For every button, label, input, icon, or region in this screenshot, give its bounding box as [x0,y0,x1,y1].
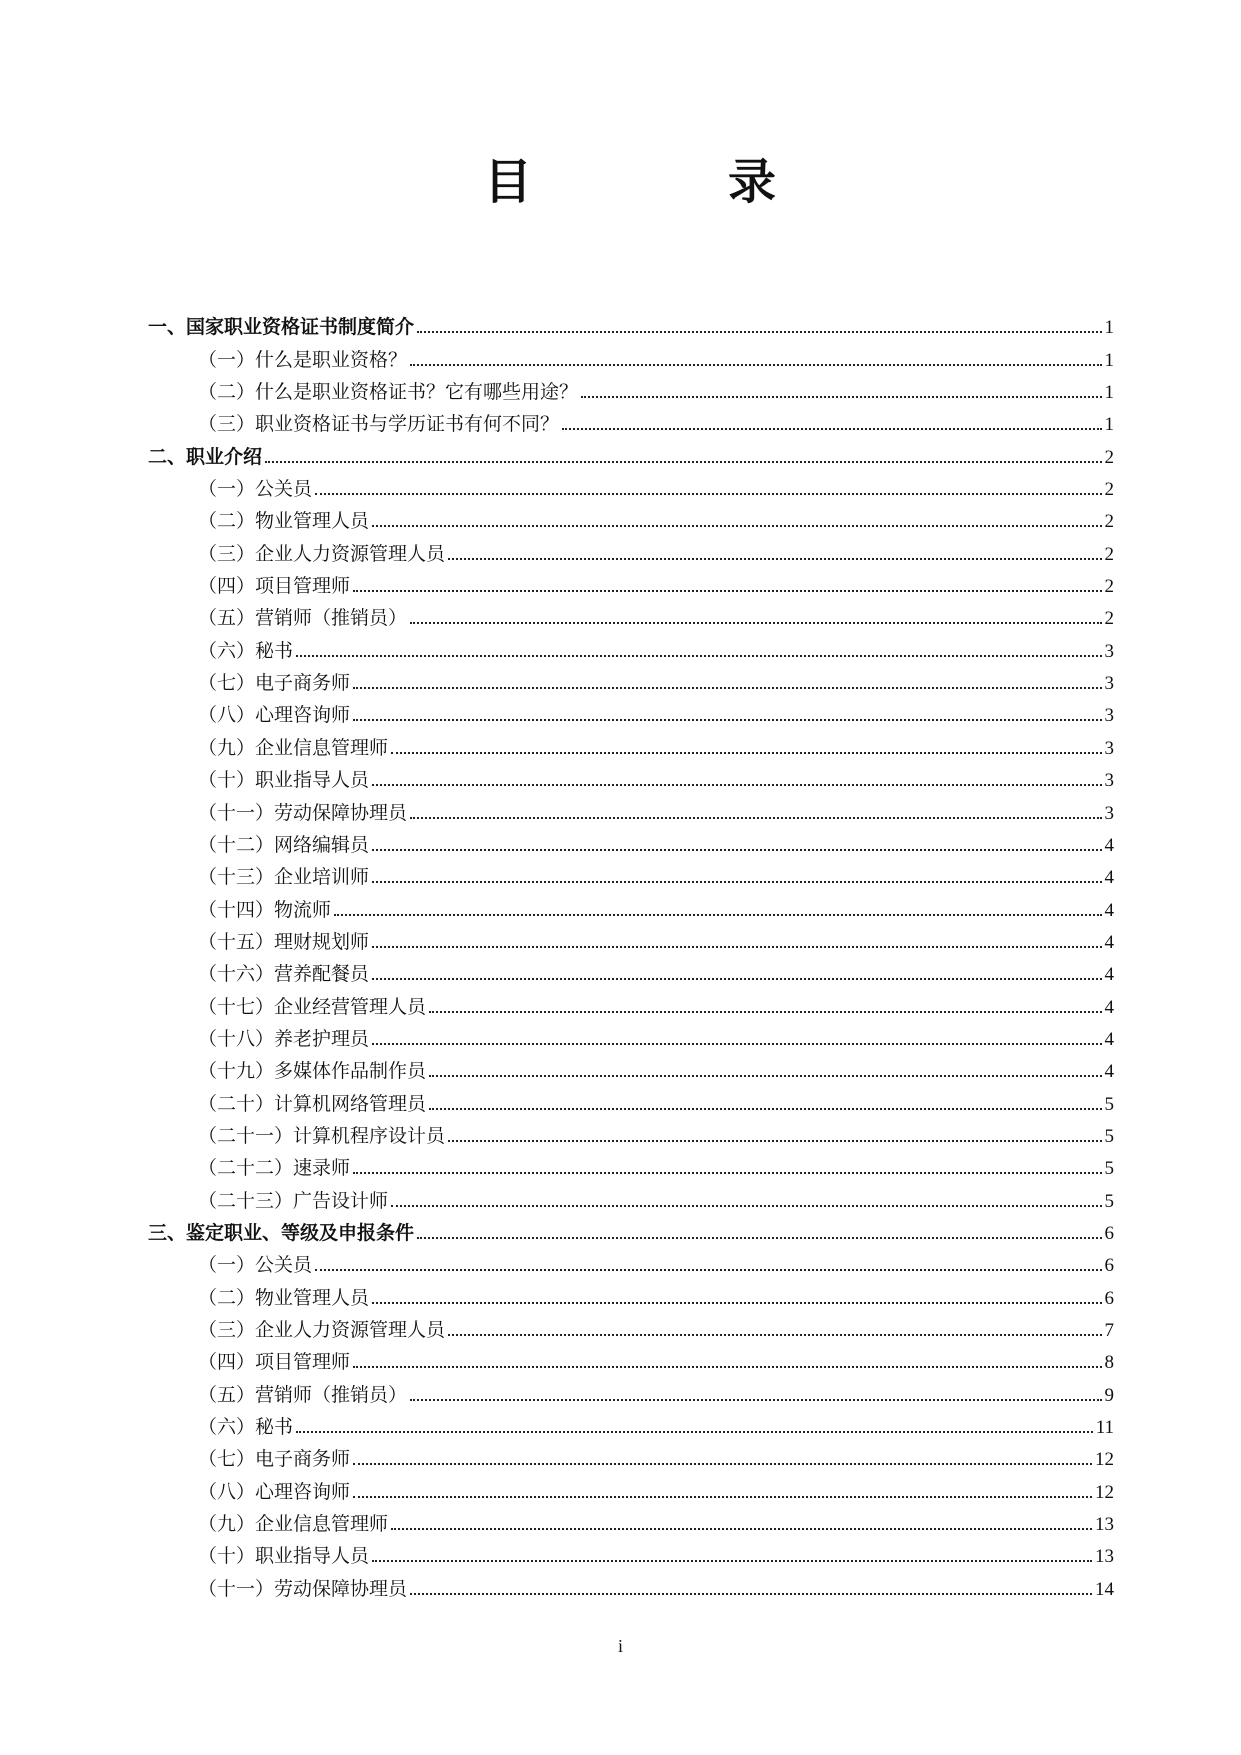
toc-entry-page-number: 1 [1104,414,1114,436]
toc-dot-leader [417,1237,1101,1239]
toc-entry-page-number: 3 [1104,640,1114,662]
toc-subsection-entry[interactable] [148,1473,1114,1505]
toc-entry-label: （二）什么是职业资格证书？它有哪些用途？ [198,381,579,404]
toc-subsection-entry[interactable] [148,859,1114,891]
toc-entry-page-number: 4 [1104,1028,1114,1050]
page-number: i [617,1636,623,1656]
toc-dot-leader [581,396,1101,398]
toc-entry-label: 二、职业介绍 [148,445,263,468]
toc-subsection-entry[interactable] [148,697,1114,729]
toc-entry-page-number: 4 [1104,1061,1114,1083]
toc-dot-leader [391,752,1101,754]
page-title [0,150,1241,220]
toc-entry-page-number: 4 [1104,964,1114,986]
toc-entry-page-number: 2 [1104,479,1114,501]
toc-dot-leader [334,914,1101,916]
toc-entry-label: （五）营销师（推销员） [198,1383,408,1406]
toc-subsection-entry[interactable] [148,1021,1114,1053]
toc-entry-label: （二十）计算机网络管理员 [198,1092,427,1115]
toc-entry-page-number: 5 [1104,1093,1114,1115]
toc-dot-leader [410,1593,1092,1595]
toc-entry-label: （三）企业人力资源管理人员 [198,542,446,565]
toc-dot-leader [353,687,1101,689]
toc-entry-label: （二十二）速录师 [198,1157,351,1180]
toc-entry-label: （十一）劳动保障协理员 [198,801,408,824]
toc-subsection-entry[interactable] [148,600,1114,632]
toc-dot-leader [372,978,1101,980]
toc-subsection-entry[interactable] [148,1344,1114,1376]
toc-subsection-entry[interactable] [148,1538,1114,1570]
toc-entry-page-number: 4 [1104,834,1114,856]
toc-subsection-entry[interactable] [148,1570,1114,1602]
toc-entry-page-number: 3 [1104,802,1114,824]
toc-entry-page-number: 4 [1104,867,1114,889]
toc-section-entry[interactable] [148,1215,1114,1247]
toc-entry-page-number: 2 [1104,576,1114,598]
toc-entry-label: （十四）物流师 [198,898,332,921]
toc-entry-page-number: 4 [1104,899,1114,921]
title-char-2: 录 [728,154,777,210]
toc-subsection-entry[interactable] [148,762,1114,794]
toc-entry-page-number: 9 [1104,1384,1114,1406]
toc-subsection-entry[interactable] [148,891,1114,923]
title-char-1: 目 [484,154,533,210]
toc-dot-leader [391,1528,1092,1530]
toc-entry-label: （十二）网络编辑员 [198,833,370,856]
toc-entry-label: （五）营销师（推销员） [198,607,408,630]
toc-entry-page-number: 6 [1104,1287,1114,1309]
toc-entry-label: 三、鉴定职业、等级及申报条件 [148,1221,415,1244]
toc-entry-page-number: 6 [1104,1222,1114,1244]
toc-subsection-entry[interactable] [148,924,1114,956]
toc-entry-label: （八）心理咨询师 [198,1480,351,1503]
toc-subsection-entry[interactable] [148,374,1114,406]
toc-entry-label: （十一）劳动保障协理员 [198,1577,408,1600]
toc-subsection-entry[interactable] [148,471,1114,503]
toc-entry-label: （三）职业资格证书与学历证书有何不同？ [198,413,560,436]
toc-entry-page-number: 12 [1095,1481,1114,1503]
toc-entry-label: （六）秘书 [198,639,294,662]
toc-entry-label: （四）项目管理师 [198,1351,351,1374]
toc-dot-leader [353,1366,1101,1368]
toc-dot-leader [410,817,1101,819]
toc-dot-leader [417,331,1101,333]
toc-entry-page-number: 2 [1104,608,1114,630]
toc-entry-label: 一、国家职业资格证书制度简介 [148,316,415,339]
toc-section-entry[interactable] [148,309,1114,341]
toc-subsection-entry[interactable] [148,1118,1114,1150]
toc-entry-page-number: 4 [1104,931,1114,953]
toc-dot-leader [410,364,1101,366]
toc-dot-leader [296,655,1101,657]
toc-dot-leader [562,428,1101,430]
toc-entry-page-number: 4 [1104,996,1114,1018]
toc-entry-page-number: 5 [1104,1125,1114,1147]
toc-dot-leader [296,1431,1093,1433]
toc-entry-label: （二）物业管理人员 [198,510,370,533]
toc-entry-page-number: 8 [1104,1352,1114,1374]
toc-entry-label: （三）企业人力资源管理人员 [198,1319,446,1341]
toc-entry-page-number: 12 [1095,1449,1114,1471]
toc-entry-label: （二）物业管理人员 [198,1286,370,1309]
toc-dot-leader [410,1399,1101,1401]
toc-entry-page-number: 2 [1104,511,1114,533]
toc-entry-label: （二十三）广告设计师 [198,1189,389,1212]
toc-dot-leader [353,1463,1092,1465]
toc-entry-page-number: 2 [1104,446,1114,468]
toc-entry-label: （十九）多媒体作品制作员 [198,1060,427,1083]
toc-subsection-entry[interactable] [148,794,1114,826]
toc-entry-page-number: 13 [1095,1546,1114,1568]
toc-entry-label: （六）秘书 [198,1416,294,1439]
toc-entry-page-number: 3 [1104,673,1114,695]
toc-entry-page-number: 14 [1095,1578,1114,1600]
toc-entry-page-number: 13 [1095,1514,1114,1536]
toc-entry-label: （十八）养老护理员 [198,1027,370,1050]
toc-subsection-entry[interactable] [148,1376,1114,1408]
toc-entry-page-number: 3 [1104,770,1114,792]
toc-dot-leader [391,1205,1101,1207]
toc-dot-leader [353,1172,1101,1174]
toc-subsection-entry[interactable] [148,632,1114,664]
toc-dot-leader [372,784,1101,786]
table-of-contents [148,309,1114,1603]
toc-subsection-entry[interactable] [148,1279,1114,1311]
toc-dot-leader [429,1011,1101,1013]
toc-entry-label: （九）企业信息管理师 [198,736,389,759]
toc-dot-leader [429,1075,1101,1077]
toc-entry-label: （一）什么是职业资格？ [198,348,408,371]
toc-entry-page-number: 11 [1095,1417,1114,1439]
toc-subsection-entry[interactable] [148,568,1114,600]
toc-entry-page-number: 1 [1104,349,1114,371]
toc-dot-leader [448,1334,1101,1336]
toc-subsection-entry[interactable] [148,1247,1114,1279]
toc-entry-label: （十五）理财规划师 [198,930,370,953]
toc-entry-label: （二十一）计算机程序设计员 [198,1124,446,1147]
toc-subsection-entry[interactable] [148,827,1114,859]
toc-entry-label: （四）项目管理师 [198,575,351,598]
toc-entry-page-number: 3 [1104,705,1114,727]
toc-subsection-entry[interactable] [148,503,1114,535]
toc-dot-leader [353,590,1101,592]
toc-subsection-entry[interactable] [148,341,1114,373]
toc-entry-label: （七）电子商务师 [198,672,351,695]
toc-dot-leader [429,1108,1101,1110]
toc-subsection-entry[interactable] [148,1312,1114,1344]
toc-entry-page-number: 3 [1104,737,1114,759]
toc-entry-label: （七）电子商务师 [198,1448,351,1471]
toc-dot-leader [353,719,1101,721]
toc-entry-page-number: 5 [1104,1190,1114,1212]
toc-entry-label: （一）公关员 [198,478,313,501]
toc-dot-leader [372,1560,1092,1562]
toc-dot-leader [315,1269,1101,1271]
toc-subsection-entry[interactable] [148,406,1114,438]
toc-entry-label: （十）职业指导人员 [198,769,370,792]
toc-subsection-entry[interactable] [148,1409,1114,1441]
toc-entry-label: （八）心理咨询师 [198,704,351,727]
toc-entry-label: （一）公关员 [198,1254,313,1277]
toc-entry-label: （十）职业指导人员 [198,1545,370,1568]
toc-subsection-entry[interactable] [148,1085,1114,1117]
toc-dot-leader [372,525,1101,527]
toc-subsection-entry[interactable] [148,665,1114,697]
toc-entry-label: （十三）企业培训师 [198,866,370,889]
toc-subsection-entry[interactable] [148,956,1114,988]
toc-subsection-entry[interactable] [148,729,1114,761]
toc-dot-leader [448,1140,1101,1142]
toc-entry-label: （九）企业信息管理师 [198,1513,389,1536]
toc-dot-leader [372,1302,1101,1304]
toc-dot-leader [372,1043,1101,1045]
toc-dot-leader [353,1496,1092,1498]
toc-dot-leader [265,461,1101,463]
toc-dot-leader [410,622,1101,624]
toc-entry-label: （十七）企业经营管理人员 [198,995,427,1018]
toc-entry-page-number: 5 [1104,1158,1114,1180]
toc-subsection-entry[interactable] [148,1182,1114,1214]
toc-subsection-entry[interactable] [148,988,1114,1020]
toc-subsection-entry[interactable] [148,535,1114,567]
toc-entry-page-number: 1 [1104,382,1114,404]
toc-dot-leader [448,558,1101,560]
toc-subsection-entry[interactable] [148,1150,1114,1182]
toc-entry-label: （十六）营养配餐员 [198,963,370,986]
toc-dot-leader [372,881,1101,883]
toc-subsection-entry[interactable] [148,1506,1114,1538]
toc-entry-page-number: 2 [1104,543,1114,565]
toc-entry-page-number: 7 [1104,1320,1114,1341]
toc-entry-page-number: 1 [1104,317,1114,339]
toc-dot-leader [315,493,1101,495]
toc-dot-leader [372,946,1101,948]
toc-dot-leader [372,849,1101,851]
toc-subsection-entry[interactable] [148,1441,1114,1473]
toc-subsection-entry[interactable] [148,1053,1114,1085]
toc-section-entry[interactable] [148,438,1114,470]
toc-entry-page-number: 6 [1104,1255,1114,1277]
